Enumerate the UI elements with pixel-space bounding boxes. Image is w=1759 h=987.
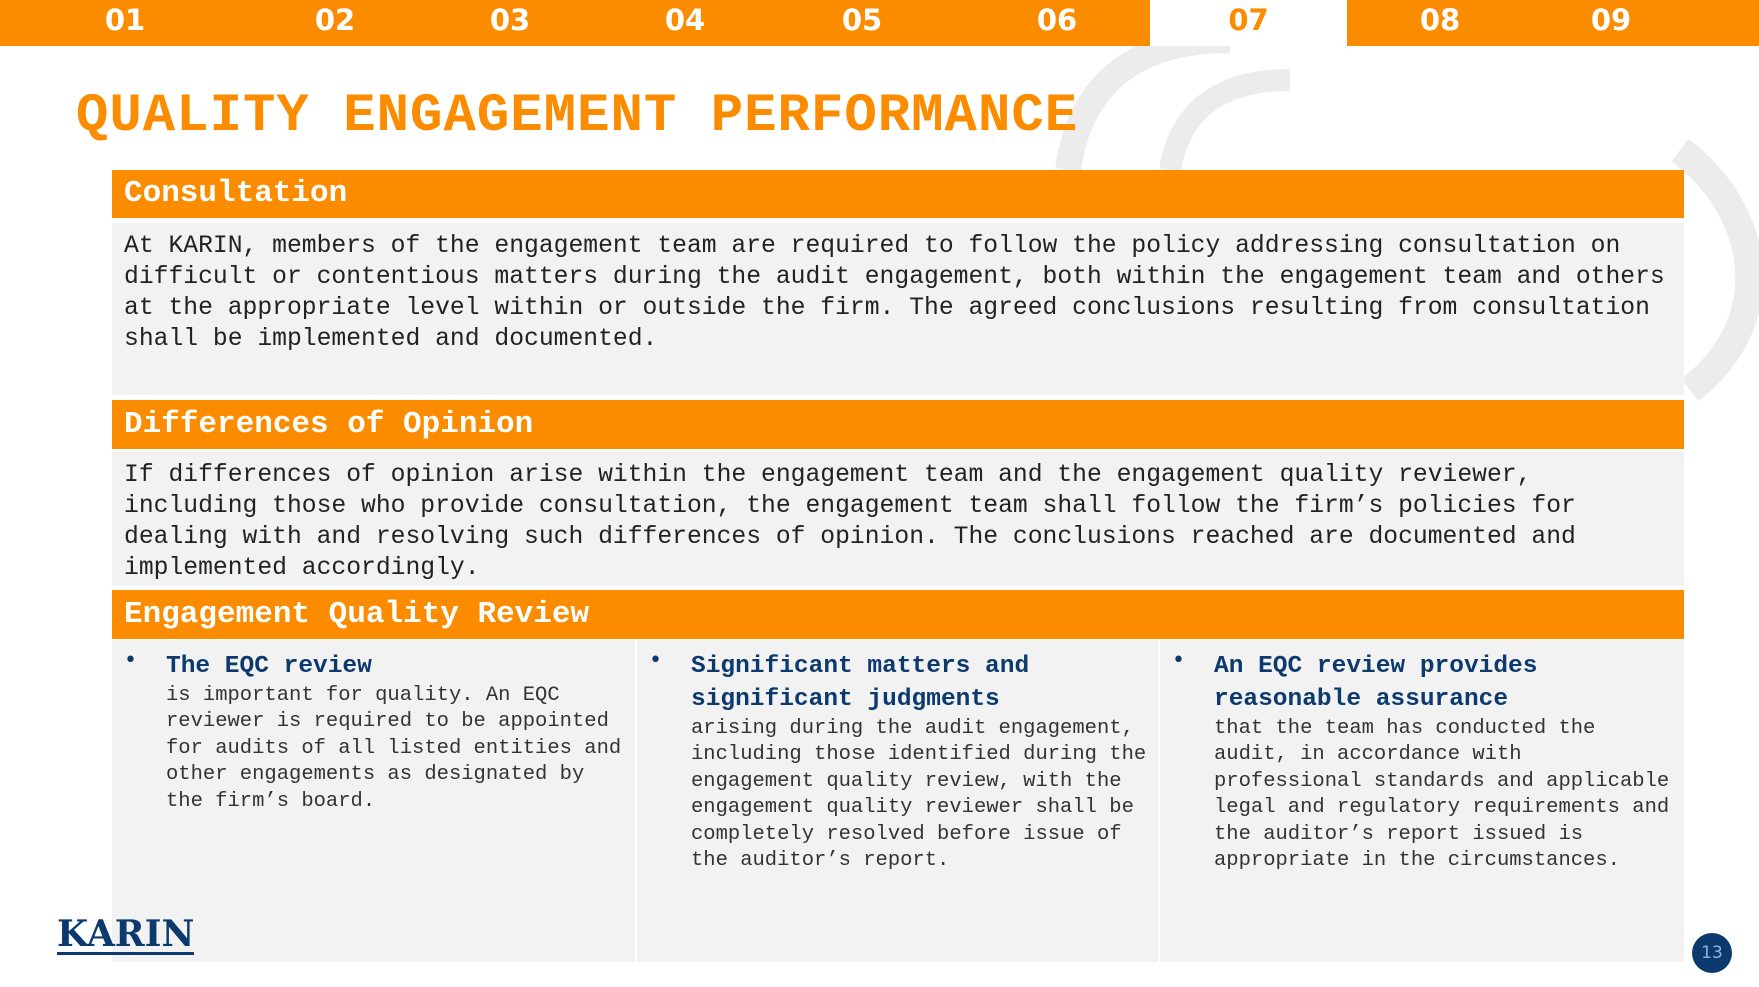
eqc-column-text: is important for quality. An EQC reviewer is required to be appointed for audits of all listed entities and other engagements as designated by the firm’s board. [166, 684, 622, 813]
nav-tab-03[interactable]: 03 [489, 3, 531, 37]
eqc-column-assurance [1160, 640, 1684, 962]
bullet-icon: • [1172, 648, 1185, 673]
eqc-column-title: The EQC review [166, 653, 372, 680]
eqc-column-text: arising during the audit engagement, including those identified during the engagement quality review, with the engagement quality reviewer shall be completely resolved before issue of the auditor’s report. [691, 717, 1147, 873]
eqc-column-title: Significant matters and significant judgments [691, 653, 1030, 713]
differences-body: If differences of opinion arise within the engagement team and the engagement quality reviewer, including those who provide consultation, the engagement team shall follow the firm’s policies for dealing with and resolving such differences of opinion. The conclusions reached are documented and implemented accordingly. [112, 452, 1684, 586]
section-nav-bar [0, 0, 1759, 46]
eqc-column-title: An EQC review provides reasonable assurance [1214, 653, 1538, 713]
nav-tab-02[interactable]: 02 [314, 3, 356, 37]
nav-tab-08[interactable]: 08 [1419, 3, 1461, 37]
eqc-column-text: that the team has conducted the audit, in accordance with professional standards and applicable legal and regulatory requirements and the auditor’s report issued is appropriate in the circumstances. [1214, 717, 1670, 873]
nav-tab-07-active[interactable]: 07 [1150, 0, 1347, 46]
bullet-icon: • [124, 648, 137, 673]
consultation-heading: Consultation [112, 170, 1684, 218]
nav-tab-06[interactable]: 06 [1036, 3, 1078, 37]
consultation-body: At KARIN, members of the engagement team are required to follow the policy addressing consultation on difficult or contentious matters during the audit engagement, both within the engagement team and others at the appropriate level within or outside the firm. The agreed conclusions resulting from consultation shall be implemented and documented. [112, 223, 1684, 395]
eqc-heading: Engagement Quality Review [112, 590, 1684, 639]
nav-tab-09[interactable]: 09 [1590, 3, 1632, 37]
bullet-icon: • [649, 648, 662, 673]
eqc-column-significant-matters [637, 640, 1158, 962]
nav-tab-01[interactable]: 01 [104, 3, 146, 37]
differences-heading: Differences of Opinion [112, 400, 1684, 449]
nav-tab-05[interactable]: 05 [841, 3, 883, 37]
nav-tab-04[interactable]: 04 [664, 3, 706, 37]
karin-logo: KARIN [57, 913, 195, 955]
page-title: QUALITY ENGAGEMENT PERFORMANCE [76, 86, 1079, 147]
page-number-badge: 13 [1692, 933, 1732, 973]
